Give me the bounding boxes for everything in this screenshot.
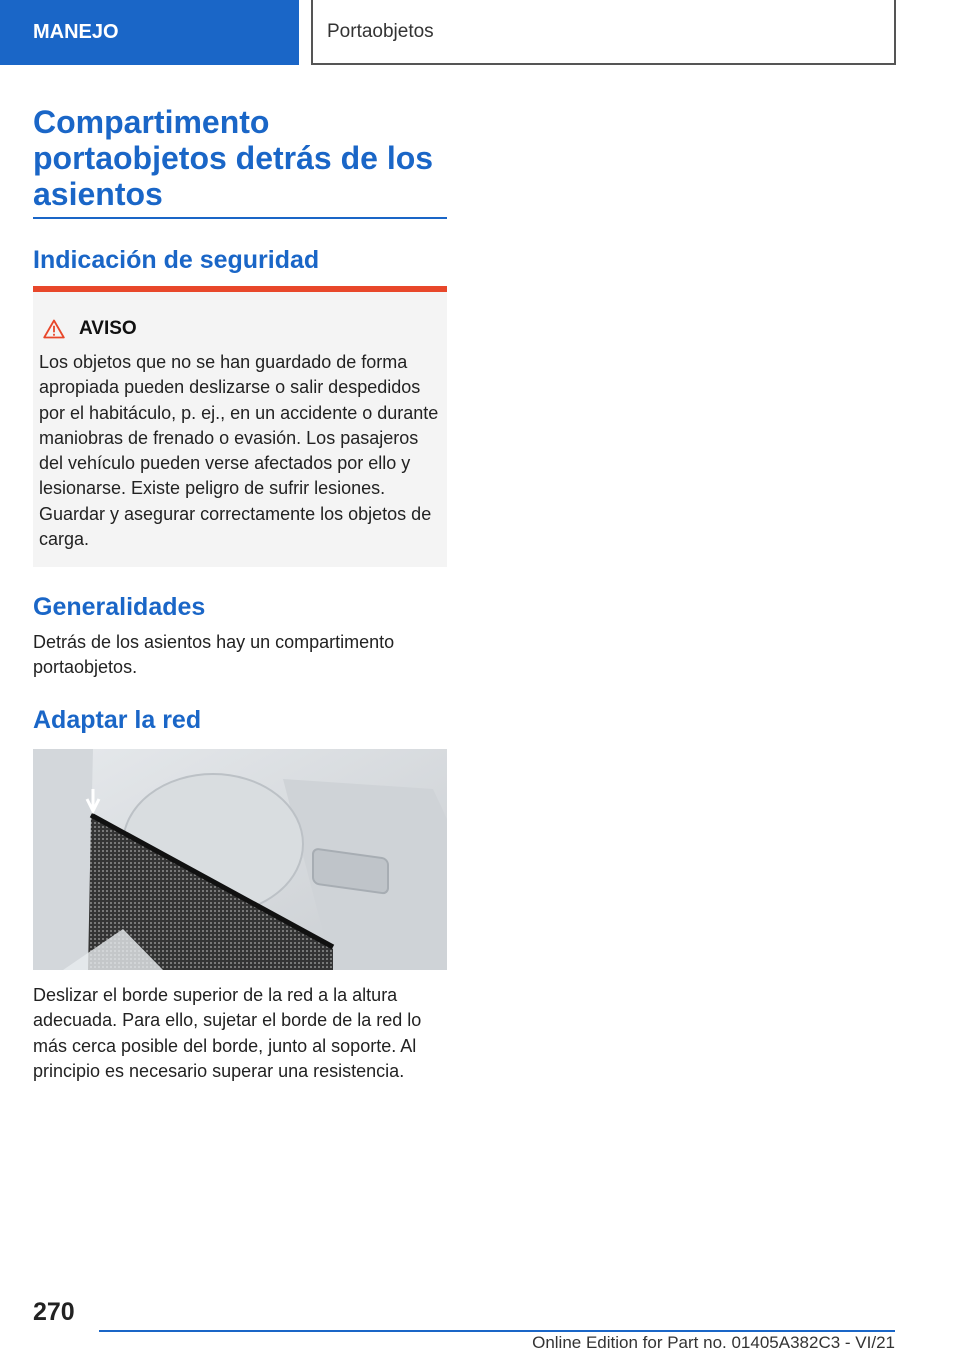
page-number: 270 (33, 1298, 75, 1326)
header-section-tab (0, 0, 299, 65)
general-heading: Generalidades (33, 593, 206, 621)
title-divider (33, 217, 447, 219)
safety-heading: Indicación de seguridad (33, 246, 320, 274)
warning-box (33, 286, 447, 567)
footer-divider (99, 1330, 895, 1332)
footer-edition: Online Edition for Part no. 01405A382C3 - VI/21 (532, 1333, 895, 1352)
warning-text: Los objetos que no se han guardado de forma apropiada pueden deslizarse o salir despedidos por el habitáculo, p. ej., en un accidente o durante maniobras de frenado o evasión. Los pasajeros del vehículo pueden verse afectados por ello y lesionarse. Existe peligro de sufrir lesiones. Guardar y asegurar correctamente los objetos de carga. (39, 352, 439, 550)
warning-header (43, 318, 137, 340)
adjust-text: Deslizar el borde superior de la red a la altura adecuada. Para ello, sujetar el borde de la red lo más cerca posible del borde, junto al soporte. Al principio es necesario superar una resistencia. (33, 985, 422, 1081)
general-text: Detrás de los asientos hay un compartimento portaobjetos. (33, 632, 395, 678)
header-chapter-label: Portaobjetos (327, 20, 434, 42)
warning-label: AVISO (79, 318, 137, 339)
header-chapter-box (311, 0, 896, 65)
header-section-label: MANEJO (33, 21, 119, 43)
adjust-heading: Adaptar la red (33, 706, 202, 734)
cargo-net-photo (33, 749, 447, 970)
warning-triangle-icon (43, 319, 65, 339)
page-title: Compartimento portaobjetos detrás de los asientos (33, 104, 434, 212)
